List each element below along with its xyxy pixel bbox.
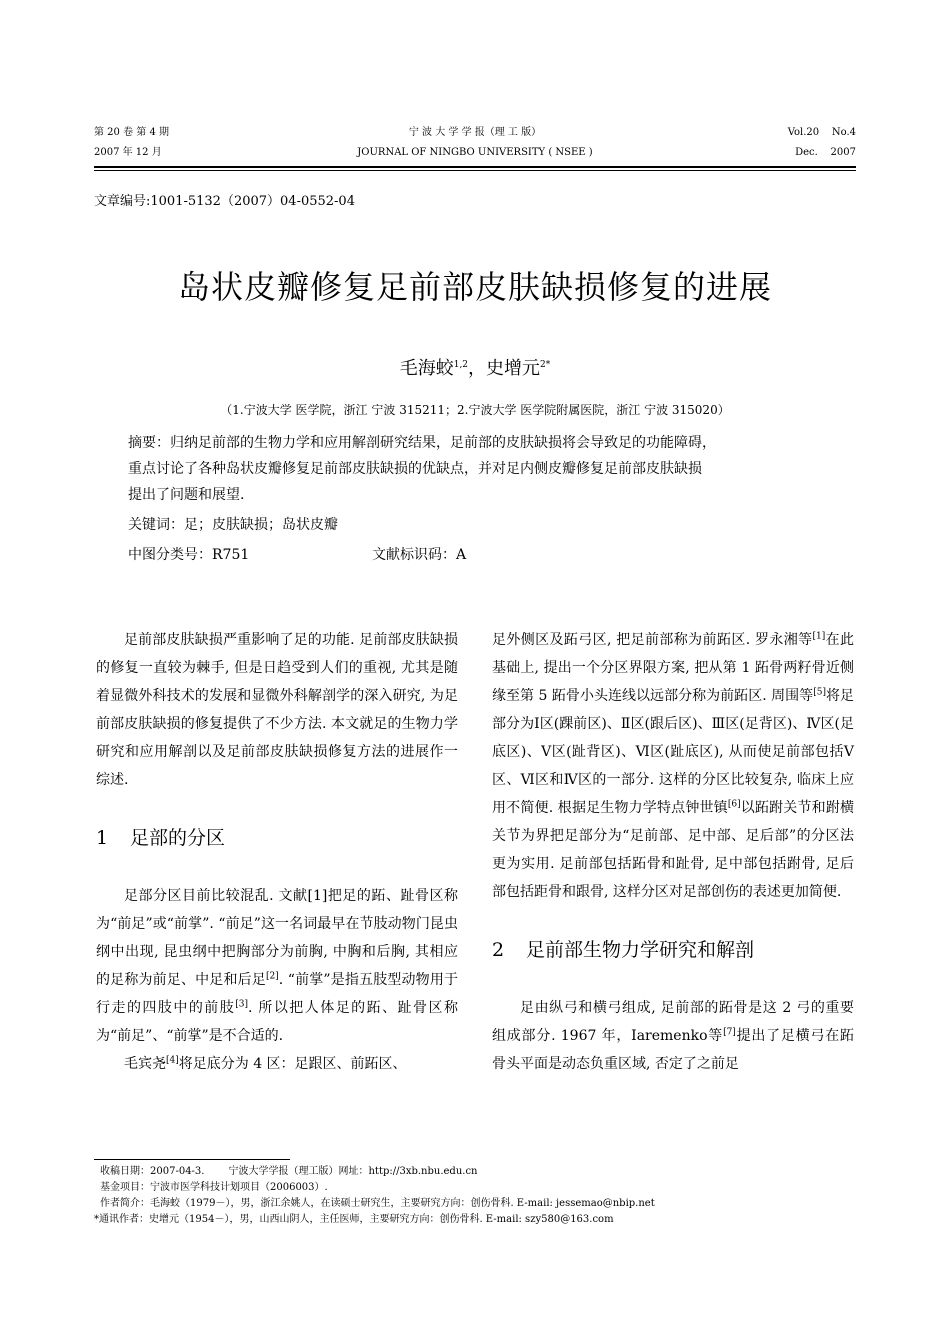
section-2-title: 足前部生物力学研究和解剖: [526, 939, 755, 961]
journal-website: 宁波大学学报（理工版）网址：http://3xb.nbu.edu.cn: [228, 1166, 478, 1177]
paper-title: 岛状皮瓣修复足前部皮肤缺损修复的进展: [177, 268, 772, 306]
journal-name-cn: 宁 波 大 学 学 报（理 工 版）: [408, 127, 542, 138]
author-1: 毛海蛟: [399, 358, 454, 379]
received-date: 收稿日期：2007-04-3.: [100, 1166, 205, 1177]
footnote-received: [100, 1164, 860, 1179]
citation: [2]: [265, 971, 279, 982]
text-run: . 所以把人体足的跖、趾骨区称为“前足”、“前掌”是不合适的.: [96, 1000, 458, 1044]
keywords: 关键词：足；皮肤缺损；岛状皮瓣: [128, 517, 338, 533]
author-separator: ，: [468, 358, 487, 379]
clc-number: 中图分类号：R751: [128, 547, 250, 563]
citation: [6]: [727, 799, 741, 810]
text-run: 将足部分为Ⅰ区(踝前区)、Ⅱ区(跟后区)、Ⅲ区(足背区)、Ⅳ区(足底区)、Ⅴ区(趾背区)、Ⅵ区(趾底区), 从而使足前部包括Ⅴ区、Ⅵ区和Ⅳ区的一部分. 这样的分区比较复杂, 临床上应用不简便. 根据足生物力学特点钟世镇: [492, 688, 854, 816]
author-line: [0, 354, 950, 380]
text-run: 足外侧区及跖弓区, 把足前部称为前跖区. 罗永湘等: [492, 632, 813, 648]
section-1-paragraph-2-cont: [492, 626, 854, 906]
section-1-paragraph-1: [96, 882, 458, 1050]
header-rule-thick: [94, 166, 856, 168]
header-rule-thin: [94, 170, 856, 171]
section-1-heading: [96, 824, 458, 852]
section-2-number: 2: [492, 939, 505, 961]
footnote-rule: [94, 1159, 290, 1160]
text-run: . “前掌”是指五肢型动物用于行走的四肢中的前肢: [96, 972, 458, 1016]
text-run: 毛宾尧: [124, 1056, 166, 1072]
section-2-paragraph-1: [492, 994, 854, 1078]
abstract-line-3: 提出了问题和展望.: [128, 487, 245, 503]
left-column: [96, 626, 458, 1078]
citation: [5]: [813, 687, 826, 698]
footnote-corresponding: *通讯作者：史增元（1954－），男，山西山阴人，主任医师，主要研究方向：创伤骨科. E-mail: szy580@163.com: [94, 1214, 614, 1225]
abstract-line-1: 摘要：归纳足前部的生物力学和应用解剖研究结果，足前部的皮肤缺损将会导致足的功能障碍，: [128, 435, 716, 451]
right-column: [492, 626, 854, 1078]
date-en: Dec. 2007: [795, 147, 856, 158]
affiliation: （1.宁波大学 医学院，浙江 宁波 315211；2.宁波大学 医学院附属医院，浙江 宁波 315020）: [220, 403, 730, 417]
volume-issue-cn: 第 20 卷 第 4 期: [94, 127, 169, 138]
text-run: 将足底分为 4 区：足跟区、前跖区、: [178, 1056, 407, 1072]
citation: [4]: [166, 1055, 179, 1066]
author-1-affil: 1,2: [453, 360, 469, 370]
intro-paragraph: 足前部皮肤缺损严重影响了足的功能. 足前部皮肤缺损的修复一直较为棘手, 但是日趋受到人们的重视, 尤其是随着显微外科技术的发展和显微外科解剖学的深入研究, 为足前部皮肤缺损的修复提供了不少方法. 本文就足的生物力学研究和应用解剖以及足前部皮肤缺损修复方法的进展作一综述.: [96, 632, 458, 788]
citation: [3]: [235, 999, 248, 1010]
citation: [1]: [812, 631, 826, 642]
abstract-line-2: 重点讨论了各种岛状皮瓣修复足前部皮肤缺损的优缺点，并对足内侧皮瓣修复足前部皮肤缺损: [128, 461, 702, 477]
text-run: 提出了足横弓在跖骨头平面是动态负重区域, 否定了之前足: [492, 1028, 854, 1072]
article-number: 文章编号:1001-5132（2007）04-0552-04: [94, 194, 355, 209]
section-1-paragraph-2: [96, 1050, 458, 1078]
footnote-fund: 基金项目：宁波市医学科技计划项目（2006003）.: [100, 1182, 328, 1193]
text-run: 在此基础上, 提出一个分区界限方案, 把从第 1 跖骨两籽骨近侧缘至第 5 跖骨小头连线以远部分称为前跖区. 周围等: [492, 632, 854, 704]
section-1-number: 1: [96, 827, 109, 849]
footnote-author-bio: 作者简介：毛海蛟（1979－），男，浙江余姚人，在读硕士研究生，主要研究方向：创伤骨科. E-mail: jessemao@nbip.net: [100, 1198, 655, 1209]
text-run: 足由纵弓和横弓组成, 足前部的跖骨是这 2 弓的重要组成部分. 1967 年，Iaremenko等: [492, 1000, 854, 1044]
text-run: 足部分区目前比较混乱. 文献[1]把足的跖、趾骨区称为“前足”或“前掌”. “前足”这一名词最早在节肢动物门昆虫纲中出现, 昆虫纲中把胸部分为前胸, 中胸和后胸, 其相应的足称为前足、中足和后足: [96, 888, 458, 988]
document-code: 文献标识码：A: [372, 547, 467, 563]
section-1-title: 足部的分区: [130, 827, 226, 849]
author-2-affil: 2*: [540, 360, 551, 370]
journal-name-en: JOURNAL OF NINGBO UNIVERSITY ( NSEE ): [357, 147, 593, 158]
date-cn: 2007 年 12 月: [94, 147, 162, 158]
volume-issue-en: Vol.20 No.4: [787, 127, 856, 138]
section-2-heading: [492, 936, 854, 964]
author-2: 史增元: [486, 358, 541, 379]
citation: [7]: [723, 1027, 736, 1038]
text-run: 以跖跗关节和跗横关节为界把足部分为“足前部、足中部、足后部”的分区法更为实用. 足前部包括跖骨和趾骨, 足中部包括跗骨, 足后部包括距骨和跟骨, 这样分区对足部创伤的表述更加简便.: [492, 800, 854, 900]
